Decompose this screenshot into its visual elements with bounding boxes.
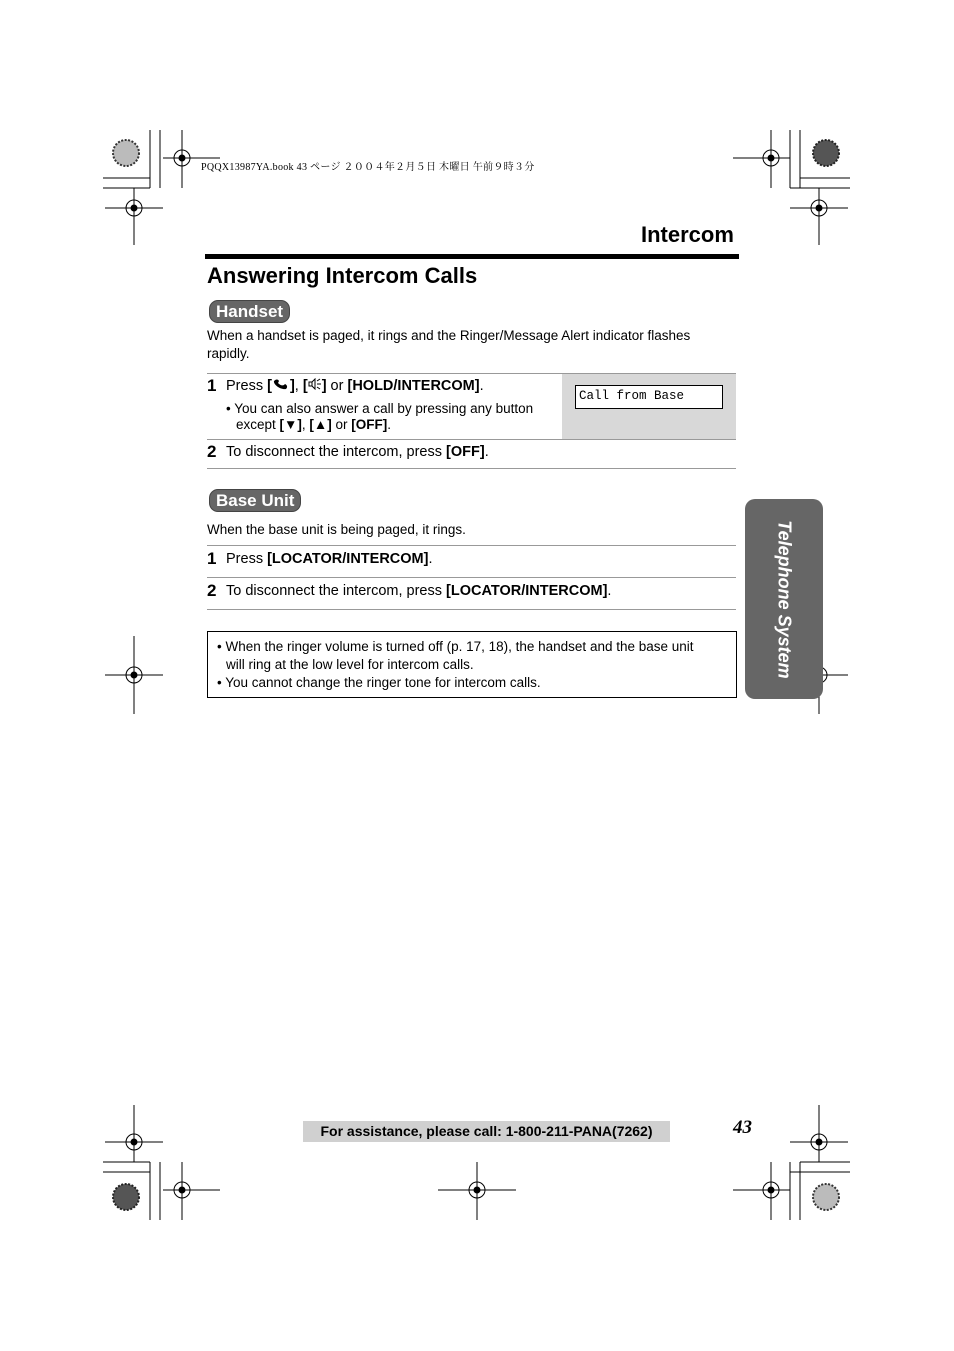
side-tab-label-wrap <box>745 499 823 699</box>
step-text: Press <box>226 378 268 394</box>
section-title: Intercom <box>641 222 734 247</box>
bullet-text: . <box>387 417 392 432</box>
down-button-label: [▼] <box>279 417 302 432</box>
bullet-text: except <box>236 417 280 432</box>
speaker-button-close: ] <box>321 378 327 394</box>
bullet-text: or <box>331 417 352 432</box>
step-number: 2 <box>207 581 217 600</box>
step-text: . <box>479 378 484 394</box>
step-text: Press <box>226 551 268 567</box>
page-heading: Answering Intercom Calls <box>207 263 478 288</box>
speaker-button-label: [ <box>302 378 308 394</box>
handset-intro: When a handset is paged, it rings and the Ringer/Message Alert indicator flashes rapidly. <box>207 328 691 361</box>
lcd-display: Call from Base <box>575 385 723 409</box>
step-text: . <box>607 583 612 599</box>
handset-step2 <box>226 444 489 460</box>
step-text: or <box>326 378 348 394</box>
up-button-label: [▲] <box>309 417 332 432</box>
locator-intercom-button-label: [LOCATOR/INTERCOM] <box>267 551 429 567</box>
off-button-label: [OFF] <box>446 444 485 460</box>
locator-intercom-button-label: [LOCATOR/INTERCOM] <box>446 583 608 599</box>
page-number: 43 <box>733 1117 752 1138</box>
off-button-label: [OFF] <box>351 417 388 432</box>
step-number: 2 <box>207 442 217 461</box>
step-text: . <box>428 551 433 567</box>
speakerphone-button-icon <box>308 378 322 390</box>
hold-intercom-button-label: [HOLD/INTERCOM] <box>347 378 480 394</box>
talk-button-icon <box>272 378 290 390</box>
divider <box>207 439 736 440</box>
base-unit-step1 <box>226 551 433 567</box>
divider <box>207 609 736 610</box>
note-line: will ring at the low level for intercom calls. <box>226 657 474 672</box>
note-line: • You cannot change the ringer tone for intercom calls. <box>217 675 541 690</box>
step-number: 1 <box>207 376 217 395</box>
base-unit-intro: When the base unit is being paged, it rings. <box>207 522 466 537</box>
talk-button-close: ] <box>289 378 295 394</box>
handset-step1-bullet-cont <box>236 417 391 433</box>
step-text: To disconnect the intercom, press <box>226 583 447 599</box>
divider <box>207 545 736 546</box>
assistance-footer: For assistance, please call: 1-800-211-PANA(7262) <box>303 1121 670 1142</box>
step-text: . <box>484 444 489 460</box>
note-line: • When the ringer volume is turned off (p. 17, 18), the handset and the base unit <box>217 639 694 654</box>
step-number: 1 <box>207 549 217 568</box>
divider <box>207 468 736 469</box>
handset-step1-bullet: • You can also answer a call by pressing any button <box>226 401 534 416</box>
side-tab-label: Telephone System <box>774 519 795 679</box>
title-rule <box>205 254 739 259</box>
handset-step1 <box>226 378 484 394</box>
step-text: To disconnect the intercom, press <box>226 444 447 460</box>
base-unit-pill: Base Unit <box>209 489 301 512</box>
print-info-header: PQQX13987YA.book 43 ページ ２００４年２月５日 木曜日 午前９時３分 <box>201 162 535 173</box>
talk-button-label: [ <box>267 378 272 394</box>
handset-pill: Handset <box>209 300 290 323</box>
bullet-text: , <box>301 417 310 432</box>
base-unit-step2 <box>226 583 611 599</box>
step-text: , <box>294 378 303 394</box>
note-box <box>207 631 737 698</box>
divider <box>207 577 736 578</box>
